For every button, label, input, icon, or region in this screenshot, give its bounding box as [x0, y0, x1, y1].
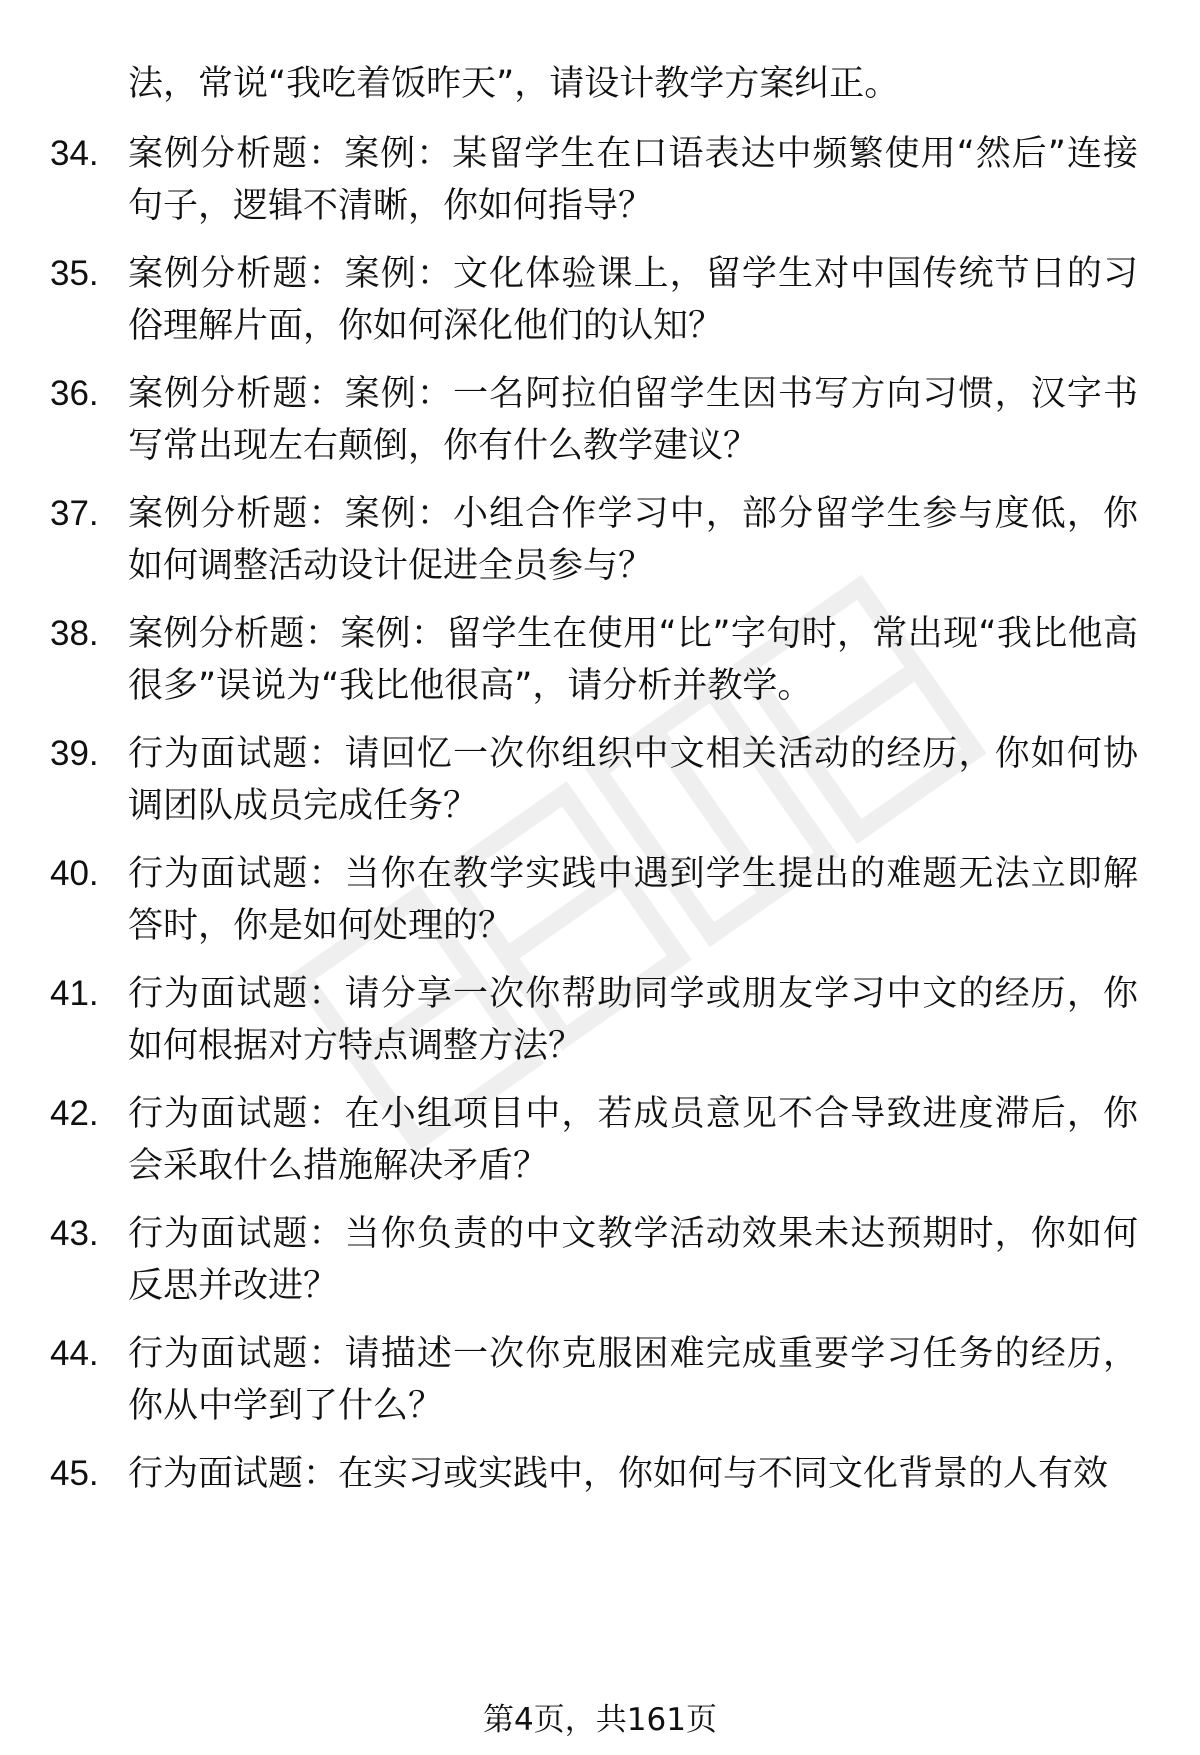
- question-text: 案例分析题：案例：一名阿拉伯留学生因书写方向习惯，汉字书写常出现左右颠倒，你有什么教学建议？: [128, 374, 1138, 466]
- question-item: [50, 248, 1140, 352]
- question-number: 42.: [50, 1094, 99, 1133]
- question-text: 案例分析题：案例：留学生在使用“比”字句时，常出现“我比他高很多”误说为“我比他很高”，请分析并教学。: [128, 614, 1138, 706]
- continued-question-text: 法，常说“我吃着饭昨天”，请设计教学方案纠正。: [128, 64, 900, 104]
- question-item: [50, 1088, 1140, 1192]
- question-item: [50, 968, 1140, 1072]
- question-number: 40.: [50, 854, 99, 893]
- question-number: 34.: [50, 134, 99, 173]
- question-item: [50, 848, 1140, 952]
- question-item: [50, 368, 1140, 472]
- question-number: 37.: [50, 494, 99, 533]
- question-number: 38.: [50, 614, 99, 653]
- question-item: [50, 728, 1140, 832]
- question-item: [50, 1208, 1140, 1312]
- question-text: 行为面试题：请描述一次你克服困难完成重要学习任务的经历，你从中学到了什么？: [128, 1334, 1138, 1426]
- question-item: [50, 128, 1140, 232]
- question-number: 36.: [50, 374, 99, 413]
- question-number: 45.: [50, 1454, 99, 1493]
- question-text: 行为面试题：在实习或实践中，你如何与不同文化背景的人有效: [128, 1454, 1109, 1494]
- question-item: [50, 608, 1140, 712]
- question-text: 案例分析题：案例：小组合作学习中，部分留学生参与度低，你如何调整活动设计促进全员参与？: [128, 494, 1138, 586]
- question-number: 43.: [50, 1214, 99, 1253]
- question-number: 39.: [50, 734, 99, 773]
- question-text: 行为面试题：在小组项目中，若成员意见不合导致进度滞后，你会采取什么措施解决矛盾？: [128, 1094, 1138, 1186]
- question-text: 行为面试题：当你负责的中文教学活动效果未达预期时，你如何反思并改进？: [128, 1214, 1138, 1306]
- question-number: 44.: [50, 1334, 99, 1373]
- question-number: 35.: [50, 254, 99, 293]
- page-footer: 第4页，共161页: [483, 1702, 717, 1738]
- question-item: [50, 1328, 1140, 1432]
- question-text: 案例分析题：案例：某留学生在口语表达中频繁使用“然后”连接句子，逻辑不清晰，你如何指导？: [128, 134, 1138, 226]
- question-text: 行为面试题：当你在教学实践中遇到学生提出的难题无法立即解答时，你是如何处理的？: [128, 854, 1138, 946]
- question-text: 案例分析题：案例：文化体验课上，留学生对中国传统节日的习俗理解片面，你如何深化他们的认知？: [128, 254, 1138, 346]
- question-item: [50, 488, 1140, 592]
- question-text: 行为面试题：请回忆一次你组织中文相关活动的经历，你如何协调团队成员完成任务？: [128, 734, 1138, 826]
- question-text: 行为面试题：请分享一次你帮助同学或朋友学习中文的经历，你如何根据对方特点调整方法？: [128, 974, 1138, 1066]
- question-item: [50, 1448, 1140, 1500]
- question-number: 41.: [50, 974, 99, 1013]
